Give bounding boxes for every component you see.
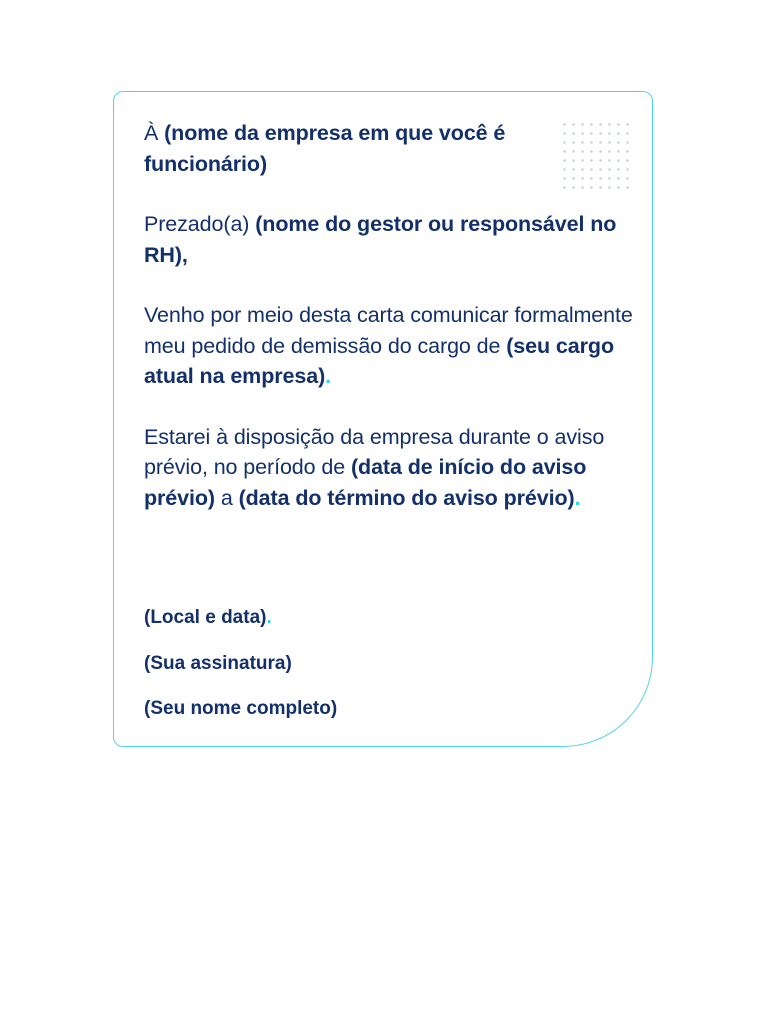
place-date-placeholder: [144, 606, 624, 630]
letter-body: [144, 118, 634, 543]
accent-period: .: [325, 364, 331, 388]
letter-card: [113, 91, 653, 747]
accent-period: .: [574, 485, 581, 510]
job-title-placeholder: (seu cargo atual na empresa): [144, 333, 614, 388]
notice-end-placeholder: (data do término do aviso prévio): [238, 485, 575, 510]
notice-connector: a: [214, 485, 239, 510]
accent-period: .: [266, 607, 272, 628]
notice-start-placeholder: (data de início do aviso prévio): [144, 455, 587, 510]
full-name-placeholder: (Seu nome completo): [144, 698, 338, 719]
recipient-company-paragraph: [144, 118, 634, 179]
greeting-prefix: Prezado(a): [144, 212, 256, 236]
resignation-text: Venho por meio desta carta comunicar formalmente meu pedido de demissão do cargo de: [144, 303, 633, 358]
notice-period-paragraph: [144, 422, 634, 514]
company-name-placeholder: (nome da empresa em que você é funcionário): [144, 121, 506, 176]
manager-name-placeholder: (nome do gestor ou responsável no RH),: [144, 212, 617, 267]
signature-placeholder: (Sua assinatura): [144, 653, 292, 674]
place-date-text: (Local e data): [144, 607, 267, 628]
greeting-paragraph: [144, 209, 634, 270]
recipient-prefix: À: [144, 121, 165, 145]
resignation-paragraph: [144, 300, 634, 392]
notice-text: Estarei à disposição da empresa durante o aviso prévio, no período de: [144, 424, 605, 479]
